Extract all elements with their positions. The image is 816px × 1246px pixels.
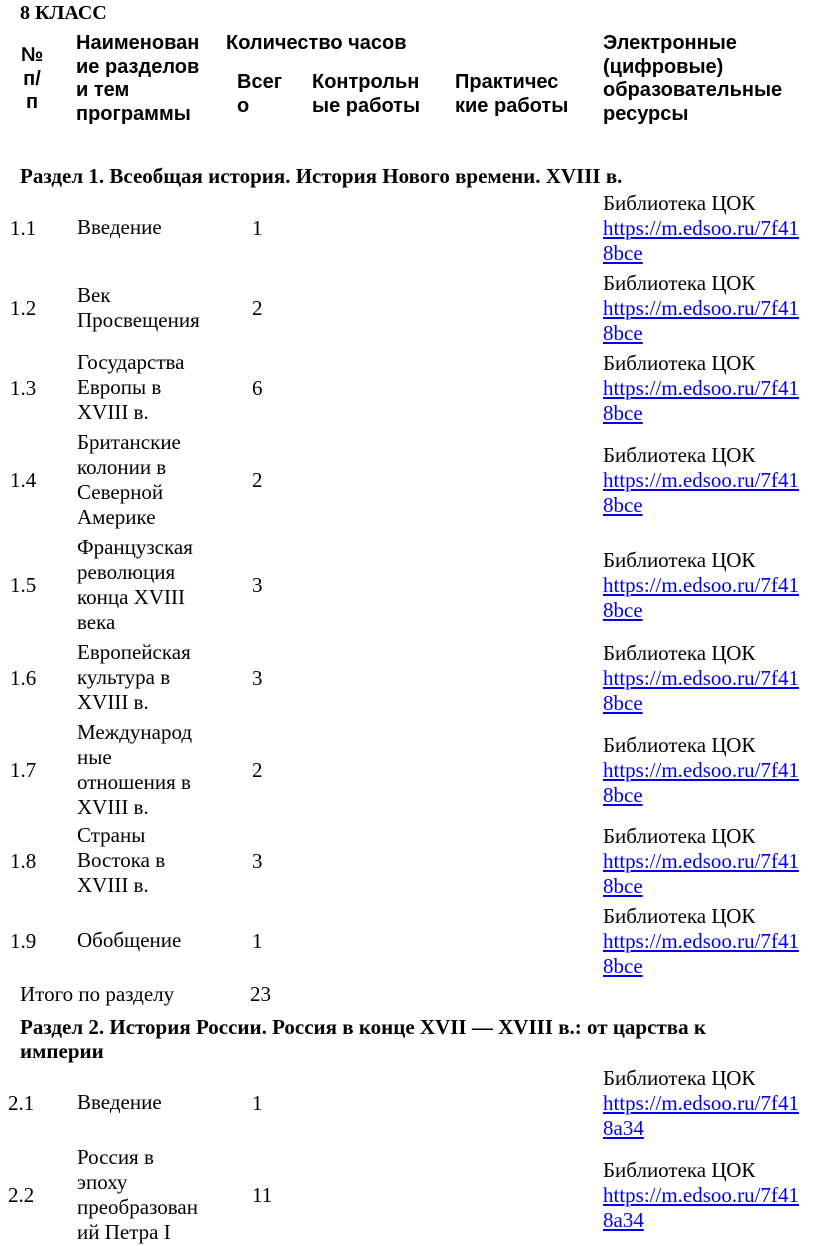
header-resources-line: образовательные [603, 79, 783, 101]
row-topic-name [77, 1090, 162, 1115]
row-topic-line: преобразован [77, 1195, 198, 1219]
header-col-practice [455, 71, 568, 118]
section-title [20, 1015, 706, 1063]
row-topic-line: ные [77, 745, 112, 769]
row-resources [603, 351, 799, 426]
header-name-line: Наименован [76, 32, 200, 54]
row-topic-line: Европейская [77, 640, 191, 664]
header-name-line: ие разделов [76, 55, 200, 78]
section-title-line: Раздел 2. История России. Россия в конце XVII — XVIII в.: от царства к [20, 1015, 706, 1039]
row-topic-line: Востока в [77, 848, 166, 872]
header-name-line: и тем [76, 79, 130, 101]
resource-link[interactable]: 8a34 [603, 1208, 644, 1232]
header-num-line: п/ [23, 67, 41, 90]
row-number: 1.5 [10, 573, 37, 597]
row-number: 1.8 [10, 848, 37, 873]
row-topic-line: Просвещения [77, 307, 200, 332]
resource-link[interactable]: 8bce [603, 598, 643, 622]
row-topic-line: Государства [77, 350, 185, 374]
row-topic-name [77, 720, 192, 820]
row-number: 1.4 [10, 468, 37, 492]
resource-link[interactable]: 8bce [603, 873, 643, 898]
resource-link[interactable]: https://m.edsoo.ru/7f41 [603, 758, 799, 782]
header-col-name [76, 32, 199, 126]
library-label: Библиотека ЦОК [603, 903, 756, 928]
library-label: Библиотека ЦОК [603, 1065, 756, 1090]
row-resources [603, 1066, 799, 1141]
header-resources-line: ресурсы [603, 102, 689, 125]
header-num-line: № [20, 44, 44, 66]
resource-link[interactable]: 8bce [603, 783, 643, 807]
resource-link[interactable]: 8bce [603, 320, 643, 345]
resource-link[interactable]: https://m.edsoo.ru/7f41 [603, 1090, 799, 1115]
library-label: Библиотека ЦОК [603, 350, 756, 375]
row-number: 1.1 [10, 215, 37, 240]
resource-link[interactable]: https://m.edsoo.ru/7f41 [603, 665, 799, 690]
row-topic-name [77, 928, 181, 953]
row-topic-line: Европы в [77, 375, 162, 399]
resource-link[interactable]: 8a34 [603, 1115, 644, 1140]
row-number: 2.1 [8, 1090, 35, 1115]
row-topic-line: эпоху [77, 1170, 128, 1194]
row-hours: 2 [252, 468, 263, 492]
section-title: Раздел 1. Всеобщая история. История Нового времени. XVIII в. [20, 164, 623, 188]
header-practice-line: кие работы [455, 94, 569, 117]
row-number: 1.3 [10, 375, 37, 400]
header-total-line: Всег [237, 71, 283, 93]
row-topic-line: Обобщение [77, 928, 182, 952]
row-topic-line: Россия в [77, 1145, 154, 1169]
library-label: Библиотека ЦОК [603, 1158, 756, 1182]
header-resources-line: (цифровые) [603, 55, 724, 78]
row-hours: 1 [252, 928, 263, 953]
resource-link[interactable]: 8bce [603, 493, 643, 517]
library-label: Библиотека ЦОК [603, 733, 756, 757]
row-topic-line: отношения в [77, 770, 191, 794]
header-col-num [20, 44, 44, 115]
resource-link[interactable]: https://m.edsoo.ru/7f41 [603, 215, 799, 240]
library-label: Библиотека ЦОК [603, 823, 756, 848]
row-topic-line: Французская [77, 535, 193, 559]
resource-link[interactable]: https://m.edsoo.ru/7f41 [603, 295, 799, 320]
row-resources [603, 548, 799, 623]
row-topic-name [77, 215, 162, 240]
library-label: Библиотека ЦОК [603, 443, 756, 467]
row-topic-line: Британские [77, 430, 181, 454]
header-num-line: п [25, 91, 39, 113]
row-resources [603, 641, 799, 716]
row-hours: 11 [252, 1183, 273, 1207]
library-label: Библиотека ЦОК [603, 270, 756, 295]
row-topic-name [77, 430, 181, 530]
header-col-control [312, 71, 420, 118]
row-number: 1.9 [10, 928, 37, 953]
row-topic-line: Введение [77, 215, 162, 239]
row-hours: 2 [252, 295, 263, 320]
library-label: Библиотека ЦОК [603, 548, 756, 572]
row-topic-line: культура в [77, 665, 171, 689]
header-total-line: о [237, 94, 250, 117]
row-topic-line: Введение [77, 1090, 162, 1114]
row-number: 1.6 [10, 665, 37, 690]
resource-link[interactable]: 8bce [603, 690, 643, 715]
resource-link[interactable]: 8bce [603, 240, 643, 265]
section-total-label: Итого по разделу [20, 982, 175, 1006]
row-resources [603, 824, 799, 899]
row-topic-line: XVIII в. [77, 795, 149, 819]
header-control-line: ые работы [312, 94, 421, 117]
row-resources [603, 443, 799, 518]
row-hours: 1 [252, 215, 263, 240]
resource-link[interactable]: https://m.edsoo.ru/7f41 [603, 468, 799, 492]
row-hours: 2 [252, 758, 263, 782]
row-topic-line: революция [77, 560, 176, 584]
header-name-line: программы [76, 102, 191, 125]
row-number: 1.7 [10, 758, 37, 782]
resource-link[interactable]: https://m.edsoo.ru/7f41 [603, 573, 799, 597]
section-total-value: 23 [250, 982, 271, 1006]
resource-link[interactable]: https://m.edsoo.ru/7f41 [603, 848, 799, 873]
library-label: Библиотека ЦОК [603, 640, 756, 665]
resource-link[interactable]: https://m.edsoo.ru/7f41 [603, 375, 799, 400]
row-resources [603, 904, 799, 979]
row-topic-line: XVIII в. [77, 873, 149, 897]
page-title: 8 КЛАСС [20, 2, 107, 24]
resource-link[interactable]: https://m.edsoo.ru/7f41 [603, 928, 799, 953]
row-topic-name [77, 283, 200, 333]
header-col-hours: Количество часов [226, 32, 407, 54]
header-col-resources [603, 32, 782, 126]
row-topic-line: колонии в [77, 455, 167, 479]
row-hours: 3 [252, 573, 263, 597]
resource-link[interactable]: 8bce [603, 953, 643, 978]
row-topic-line: XVIII в. [77, 690, 149, 714]
row-topic-line: Страны [77, 823, 146, 847]
row-topic-line: XVIII в. [77, 400, 149, 424]
row-hours: 1 [252, 1090, 263, 1115]
row-resources [603, 191, 799, 266]
row-topic-name [77, 1145, 198, 1245]
row-hours: 6 [252, 375, 263, 400]
row-topic-line: Век [77, 282, 111, 307]
row-number: 2.2 [8, 1183, 35, 1207]
row-topic-name [77, 640, 191, 715]
row-topic-line: века [77, 610, 116, 634]
row-resources [603, 271, 799, 346]
row-topic-line: конца XVIII [77, 585, 185, 609]
row-topic-name [77, 350, 185, 425]
resource-link[interactable]: https://m.edsoo.ru/7f41 [603, 1183, 799, 1207]
row-topic-line: Международ [77, 720, 193, 744]
row-topic-line: Северной [77, 480, 164, 504]
section-title-line: империи [20, 1039, 104, 1063]
header-control-line: Контрольн [312, 71, 420, 93]
header-col-total [237, 71, 282, 118]
library-label: Библиотека ЦОК [603, 190, 756, 215]
header-resources-line: Электронные [603, 32, 737, 54]
row-number: 1.2 [10, 295, 37, 320]
row-hours: 3 [252, 848, 263, 873]
row-topic-line: ий Петра I [77, 1220, 171, 1244]
header-practice-line: Практичес [455, 71, 559, 93]
row-resources [603, 1158, 799, 1233]
resource-link[interactable]: 8bce [603, 400, 643, 425]
row-resources [603, 733, 799, 808]
row-topic-line: Америке [77, 505, 156, 529]
row-topic-name [77, 823, 165, 898]
row-hours: 3 [252, 665, 263, 690]
row-topic-name [77, 535, 193, 635]
